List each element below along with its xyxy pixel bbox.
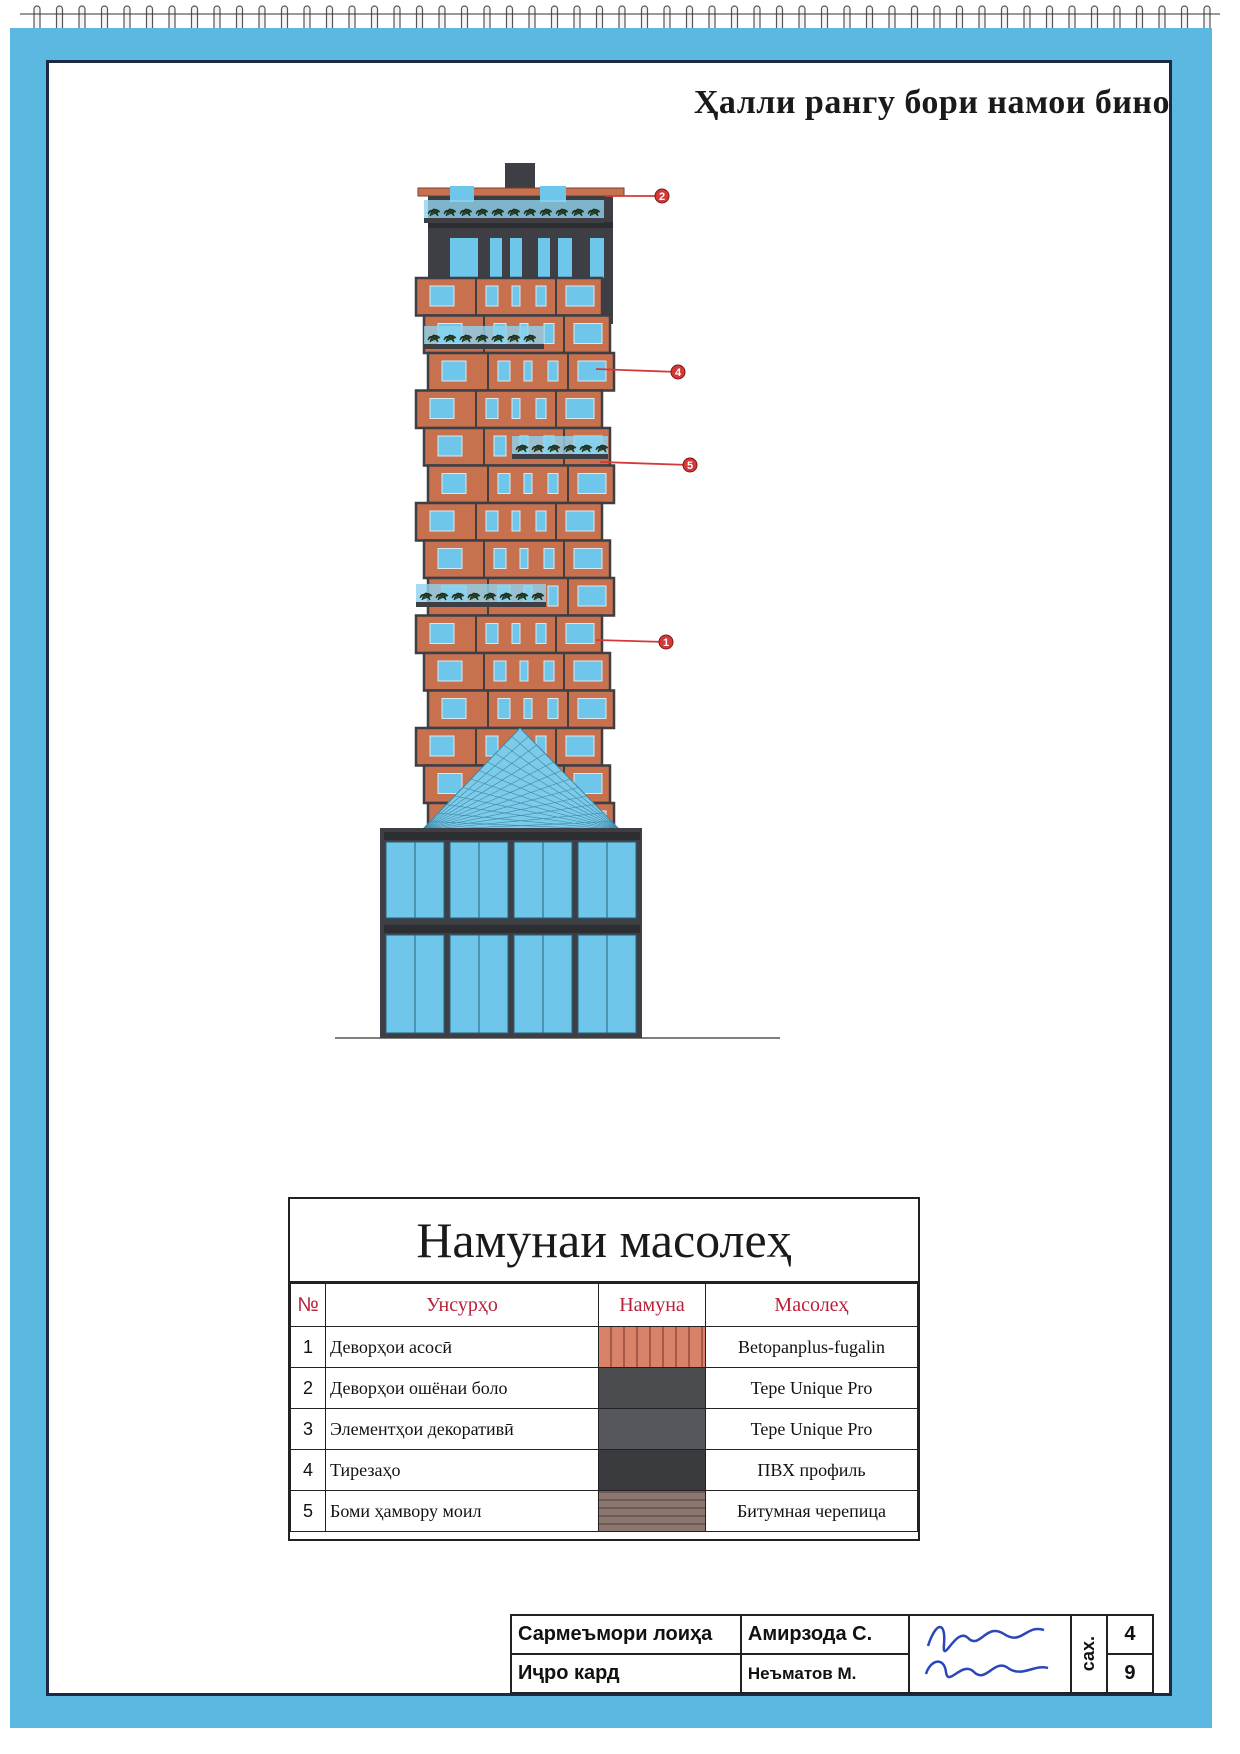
- terrace-slab: [424, 344, 544, 349]
- window: [566, 399, 594, 419]
- window: [536, 286, 546, 306]
- window: [494, 436, 506, 456]
- window: [574, 661, 602, 681]
- window: [566, 511, 594, 531]
- window: [544, 549, 554, 569]
- window: [438, 549, 462, 569]
- roof-chimney: [505, 163, 535, 189]
- window: [566, 736, 594, 756]
- window: [486, 286, 498, 306]
- window: [430, 511, 454, 531]
- window: [578, 699, 606, 719]
- window: [430, 286, 454, 306]
- dark-panel-icon: [599, 1368, 705, 1408]
- window: [494, 661, 506, 681]
- window: [538, 238, 550, 278]
- window: [536, 624, 546, 644]
- row-material: Битумная черепица: [706, 1491, 918, 1532]
- window: [548, 699, 558, 719]
- row-material: Tepe Unique Pro: [706, 1368, 918, 1409]
- window: [548, 586, 558, 606]
- row-number: 1: [291, 1327, 326, 1368]
- terrace-slab: [424, 218, 604, 223]
- window: [498, 474, 510, 494]
- materials-header-row: [291, 1284, 918, 1327]
- row-element: Тирезаҳо: [326, 1450, 599, 1491]
- signage-band: [384, 832, 640, 840]
- window: [498, 361, 510, 381]
- chief-architect-label: Сармеъмори лоиҳа: [511, 1615, 741, 1654]
- callout-number: 2: [658, 191, 666, 203]
- materials-table: [290, 1283, 918, 1532]
- window: [512, 624, 520, 644]
- title-block-table: [510, 1614, 1154, 1694]
- window: [544, 661, 554, 681]
- title-block: [510, 1614, 1154, 1690]
- window: [548, 474, 558, 494]
- materials-row: [291, 1368, 918, 1409]
- sheet-title: Ҳалли рангу бори намои бино: [693, 84, 1170, 121]
- window: [486, 624, 498, 644]
- window: [438, 774, 462, 794]
- window: [558, 238, 572, 278]
- row-number: 3: [291, 1409, 326, 1450]
- row-element: Деворҳои ошёнаи боло: [326, 1368, 599, 1409]
- callout-number: 4: [674, 367, 682, 379]
- header-number: №: [291, 1284, 326, 1327]
- shingle-icon: [599, 1491, 705, 1531]
- row-number: 2: [291, 1368, 326, 1409]
- terrace-slab: [512, 454, 608, 459]
- callout-number: 5: [686, 460, 694, 472]
- executor-label: Иҷро кард: [511, 1654, 741, 1693]
- materials-legend: [288, 1197, 920, 1541]
- window: [524, 699, 532, 719]
- signatures: [909, 1615, 1071, 1693]
- executor-name: Неъматов М.: [741, 1654, 909, 1693]
- window: [490, 238, 502, 278]
- row-number: 5: [291, 1491, 326, 1532]
- window: [438, 661, 462, 681]
- window: [536, 511, 546, 531]
- materials-row: [291, 1327, 918, 1368]
- row-material: ПВХ профиль: [706, 1450, 918, 1491]
- window: [442, 474, 466, 494]
- window: [578, 361, 606, 381]
- window: [590, 238, 604, 278]
- terrace-glass: [416, 584, 546, 602]
- window: [524, 474, 532, 494]
- window: [430, 624, 454, 644]
- terrace-slab: [416, 602, 546, 607]
- row-element: Деворҳои асосӣ: [326, 1327, 599, 1368]
- handwritten-signatures-icon: [916, 1616, 1056, 1686]
- materials-row: [291, 1491, 918, 1532]
- materials-row: [291, 1450, 918, 1491]
- header-element: Унсурҳо: [326, 1284, 599, 1327]
- window: [512, 286, 520, 306]
- row-element: Элементҳои декоративӣ: [326, 1409, 599, 1450]
- signage-band: [384, 925, 640, 933]
- window: [578, 474, 606, 494]
- window: [566, 624, 594, 644]
- building-elevation: [300, 150, 880, 1050]
- row-material: Tepe Unique Pro: [706, 1409, 918, 1450]
- roof-slab: [418, 188, 624, 196]
- callout-number: 1: [662, 637, 670, 649]
- window: [430, 736, 454, 756]
- window: [566, 286, 594, 306]
- window: [540, 186, 566, 202]
- dark-frame-icon: [599, 1450, 705, 1490]
- window: [578, 586, 606, 606]
- window: [498, 699, 510, 719]
- sheet-number: 4: [1107, 1615, 1153, 1654]
- window: [520, 661, 528, 681]
- window: [524, 361, 532, 381]
- sheet-label: сах.: [1078, 1636, 1099, 1672]
- window: [512, 511, 520, 531]
- window: [494, 549, 506, 569]
- dark-panel-icon: [599, 1409, 705, 1449]
- window: [486, 511, 498, 531]
- window: [450, 186, 474, 202]
- brick-icon: [599, 1327, 705, 1367]
- window: [486, 399, 498, 419]
- callout-leader: [596, 640, 666, 642]
- window: [544, 324, 554, 344]
- window: [442, 361, 466, 381]
- chief-architect-name: Амирзода С.: [741, 1615, 909, 1654]
- header-sample: Намуна: [599, 1284, 706, 1327]
- window: [536, 399, 546, 419]
- row-element: Боми ҳамвору моил: [326, 1491, 599, 1532]
- window: [512, 399, 520, 419]
- window: [548, 361, 558, 381]
- row-number: 4: [291, 1450, 326, 1491]
- window: [510, 238, 522, 278]
- materials-row: [291, 1409, 918, 1450]
- sheet-total: 9: [1107, 1654, 1153, 1693]
- window: [520, 549, 528, 569]
- row-material: Betopanplus-fugalin: [706, 1327, 918, 1368]
- window: [574, 324, 602, 344]
- window: [430, 399, 454, 419]
- window: [438, 436, 462, 456]
- window: [442, 699, 466, 719]
- header-material: Масолеҳ: [706, 1284, 918, 1327]
- window: [450, 238, 478, 278]
- terrace-glass: [512, 436, 608, 454]
- window: [574, 549, 602, 569]
- legend-title: Намунаи масолеҳ: [290, 1199, 918, 1283]
